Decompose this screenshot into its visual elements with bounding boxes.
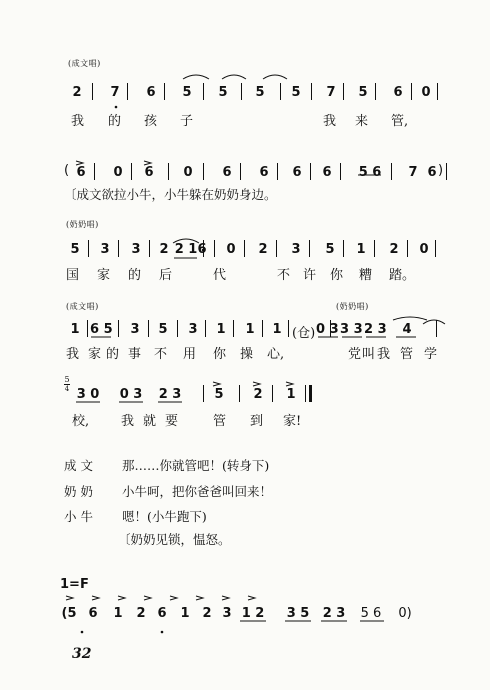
- note: 0: [421, 85, 431, 100]
- note-group: 0 3: [316, 322, 339, 337]
- dialogue-speaker: 奶 奶: [64, 484, 93, 499]
- dialogue-line: 嗯！(小牛跑下): [122, 509, 207, 524]
- note: 0: [419, 242, 429, 257]
- note: 7: [408, 165, 418, 180]
- note: 2: [258, 242, 268, 257]
- note: 7: [110, 85, 120, 100]
- dialogue-line: 那……你就管吧！(转身下): [122, 458, 270, 473]
- note: 6: [144, 165, 154, 180]
- lyric: 事: [128, 347, 142, 362]
- slur: [222, 75, 246, 79]
- note: 6: [393, 85, 403, 100]
- lyric: 不: [277, 268, 291, 283]
- lyric: 到: [250, 414, 264, 429]
- note: 3: [130, 322, 140, 337]
- note: 2: [159, 242, 169, 257]
- note: 5: [358, 85, 368, 100]
- note: 1: [245, 322, 255, 337]
- lyric: 心,: [267, 347, 285, 362]
- note: 6: [146, 85, 156, 100]
- lyric: 家: [97, 268, 111, 283]
- note: 1: [272, 322, 282, 337]
- note: 2: [72, 85, 82, 100]
- note-group: 6 5: [90, 322, 113, 337]
- note: 6: [76, 165, 86, 180]
- lyric: 来: [355, 114, 369, 129]
- lyric: 代: [213, 268, 227, 283]
- note: 6: [259, 165, 269, 180]
- note: 6: [322, 165, 332, 180]
- tempo-mark: [64, 376, 70, 393]
- lyric: 的: [106, 347, 120, 362]
- note-group: 1 2: [241, 606, 265, 621]
- note-group: 2 3: [364, 322, 387, 337]
- lyric: 家!: [283, 414, 302, 429]
- note-group: 2 3: [322, 606, 346, 621]
- note-group: 0 3: [119, 387, 143, 402]
- note: 1: [356, 242, 366, 257]
- role-label-chengwen: (成文唱): [66, 302, 99, 311]
- note: 5: [214, 387, 224, 402]
- lyric: 家: [88, 347, 102, 362]
- role-label-chengwen: (成文唱): [68, 59, 101, 68]
- lyric: 操: [240, 347, 254, 362]
- lyric: 我: [323, 114, 337, 129]
- note: 5: [255, 85, 265, 100]
- note: 0: [113, 165, 123, 180]
- note: 2: [202, 606, 212, 621]
- accent: [213, 382, 220, 386]
- lyric: 管: [400, 347, 414, 362]
- note: 6: [197, 242, 207, 257]
- note: 5: [218, 85, 228, 100]
- note: 2: [389, 242, 399, 257]
- note: 0: [183, 165, 193, 180]
- slur: [263, 75, 287, 79]
- note: 6: [427, 165, 437, 180]
- lyric: 的: [128, 268, 142, 283]
- stage-direction: 〔成文欲拉小牛，小牛躲在奶奶身边。: [64, 187, 277, 202]
- stage-direction: 〔奶奶见锁，愠怒。: [118, 532, 231, 547]
- note: 5: [70, 242, 80, 257]
- lyric: 的: [108, 114, 122, 129]
- lyric: 管: [213, 414, 227, 429]
- note: 3: [291, 242, 301, 257]
- note-group: 4: [402, 322, 412, 337]
- dialogue-line: 小牛呵，把你爸爸叫回来！: [122, 484, 273, 499]
- note: (5: [61, 606, 77, 621]
- slur: [183, 75, 209, 79]
- note: 1: [216, 322, 226, 337]
- note: 6: [88, 606, 98, 621]
- note: 7: [326, 85, 336, 100]
- note: 5: [325, 242, 335, 257]
- tempo-mark-glyph: 4: [64, 385, 70, 393]
- percussion-cang: (仓): [292, 326, 316, 341]
- note: 3: [131, 242, 141, 257]
- note: 5: [291, 85, 301, 100]
- note: 3: [100, 242, 110, 257]
- note: 1: [180, 606, 190, 621]
- note: 5: [182, 85, 192, 100]
- slur: [393, 317, 427, 320]
- lyric: 用: [183, 347, 197, 362]
- lyric: 许: [303, 268, 317, 283]
- note: 2: [253, 387, 263, 402]
- note: 3: [222, 606, 232, 621]
- lyric: 管,: [391, 114, 409, 129]
- role-label-nainai: (奶奶唱): [66, 220, 99, 229]
- note: 0: [226, 242, 236, 257]
- note: 6: [222, 165, 232, 180]
- open-paren: (: [64, 163, 70, 178]
- note-group: 3 0: [76, 387, 100, 402]
- key-signature: 1=F: [60, 577, 89, 592]
- lyric: 糟: [359, 268, 373, 283]
- note: 6: [157, 606, 167, 621]
- lyric: 学: [424, 347, 438, 362]
- accent: [253, 382, 260, 386]
- lyric: 后: [159, 268, 173, 283]
- note: 5: [158, 322, 168, 337]
- lyric: 你: [213, 347, 227, 362]
- note-group: 3 5: [286, 606, 310, 621]
- lyric: 校,: [72, 414, 90, 429]
- dialogue-speaker: 小 牛: [64, 509, 93, 524]
- note: 2: [136, 606, 146, 621]
- note-group: 5 6: [358, 165, 382, 180]
- lyric: 我: [71, 114, 85, 129]
- note-group: 2 1: [174, 242, 198, 257]
- lyric: 党: [348, 347, 362, 362]
- role-label-nainai: (奶奶唱): [336, 302, 369, 311]
- close-paren: ): [438, 163, 444, 178]
- tempo-mark-number: 5: [64, 375, 70, 384]
- note: 1: [286, 387, 296, 402]
- lyric: 我: [377, 347, 391, 362]
- dialogue-speaker: 成 文: [64, 458, 93, 473]
- slur: [423, 320, 445, 324]
- note: 1: [113, 606, 123, 621]
- lyric: 不: [154, 347, 168, 362]
- lyric: 我: [121, 414, 135, 429]
- note: 0): [398, 606, 412, 621]
- lyric: 踏。: [389, 268, 416, 283]
- lyric: 要: [165, 414, 179, 429]
- lyric: 孩: [144, 114, 158, 129]
- lyric: 子: [180, 114, 194, 129]
- note: 6: [292, 165, 302, 180]
- note: 1: [70, 322, 80, 337]
- page-number: 32: [72, 646, 92, 662]
- lyric: 我: [66, 347, 80, 362]
- note-group: 5 6: [360, 606, 382, 621]
- lyric: 叫: [362, 347, 376, 362]
- lyric: 国: [66, 268, 80, 283]
- note: 3: [188, 322, 198, 337]
- accent: [286, 382, 293, 386]
- lyric: 就: [143, 414, 157, 429]
- note-group: 3 3: [340, 322, 363, 337]
- note-group: 2 3: [158, 387, 182, 402]
- lyric: 你: [330, 268, 344, 283]
